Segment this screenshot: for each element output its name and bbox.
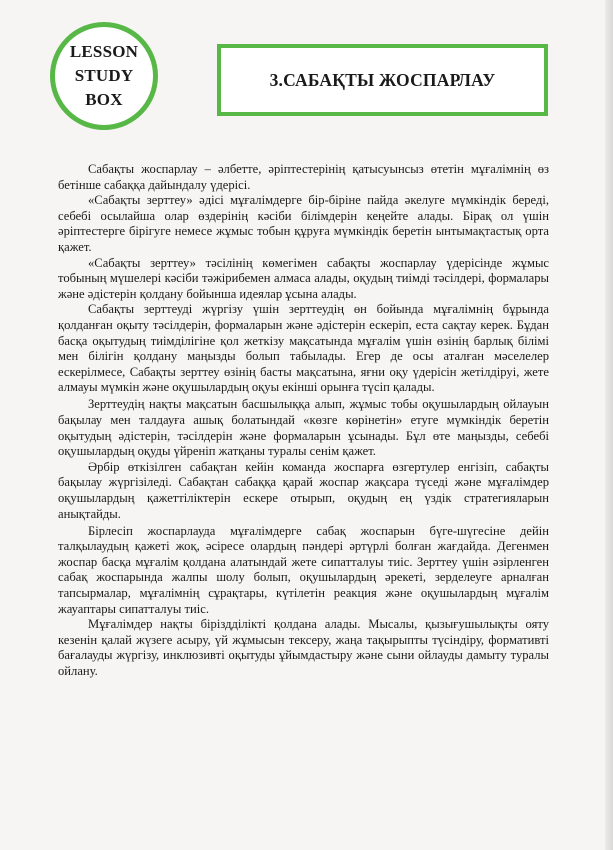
paragraph-6: Әрбір өткізілген сабақтан кейін команда жоспарға өзгертулер енгізіп, сабақты бақылау жүргізіледі. Сабақтан сабаққа қарай жоспар жақсара түседі және мұғалімдер оқушылардың қажеттіліктерін ескере отырып, оқудың ең үздік стратегияларын анықтайды. bbox=[58, 459, 549, 521]
body-text bbox=[58, 162, 549, 680]
badge-line-2: STUDY bbox=[74, 66, 134, 85]
badge-line-1: LESSON bbox=[69, 42, 139, 61]
section-title: 3.САБАҚТЫ ЖОСПАРЛАУ bbox=[269, 69, 496, 90]
section-title-box bbox=[217, 44, 548, 116]
paragraph-7: Бірлесіп жоспарлауда мұғалімдерге сабақ жоспарын бүге-шүгесіне дейін талқылаудың қажеті жоқ, әсіресе олардың пәндері әртүрлі болған жағдайда. Дегенмен жоспар басқа мұғалім қолдана алатындай жете сипатталуы тиіс. Зерттеу үшін әзірленген сабақ жоспарында жалпы шолу болып, оқушылардың әрекеті, зерделеуге арналған тапсырмалар, мұғалімнің сұрақтары, күтілетін реакция және оқушылардың мұғалім жауаптары сипатталуы тиіс. bbox=[58, 523, 549, 616]
paragraph-4: Сабақты зерттеуді жүргізу үшін зерттеудің өн бойында мұғалімнің бұрында қолданған оқыту тәсілдерін, формаларын және әдістерін ескеріп, еста сақтау керек. Бұдан басқа оқытудың тиімділігіне қол жеткізу мақсатында мұғалім үшін өзінің барлық білімі мен білігін қолдану маңызды болып табылады. Егер де осы аталған мәселелер ескерілмесе, Сабақты зерттеу өзінің басты мақсатына, яғни оқу үдерісін жетілдіруі, жете алмауы мүмкін және оқушылардың оқуы екінші орынға түсіп қалады. bbox=[58, 302, 549, 395]
paragraph-5: Зерттеудің нақты мақсатын басшылыққа алып, жұмыс тобы оқушылардың ойлауын бақылау мен талдауға ашық болатындай «көзге көрінетін» етуге мүмкіндік беретін оқытудың әдістерін, тәсілдерін және формаларын ұсынады. Бұл өте маңызды, себебі оқушылардың оқуды үйреніп жатқаны туралы сенім қажет. bbox=[58, 397, 549, 459]
paragraph-1: Сабақты жоспарлау – әлбетте, әріптестерінің қатысуынсыз өтетін мұғалімнің өз бетінше сабаққа дайындалу үдерісі. bbox=[58, 162, 549, 192]
page-edge bbox=[605, 0, 613, 850]
paragraph-3: «Сабақты зерттеу» тәсілінің көмегімен сабақты жоспарлау үдерісінде жұмыс тобының мүшелері кәсіби тәжірибемен алмаса алады, оқудың тиімді тәсілдері, формалары және әдістерін қолдану бойынша идеялар ұсына алады. bbox=[58, 255, 549, 301]
lesson-study-box-badge bbox=[50, 22, 158, 130]
badge-line-3: BOX bbox=[85, 90, 123, 109]
paragraph-2: «Сабақты зерттеу» әдісі мұғалімдерге бір-біріне пайда әкелуге мүмкіндік береді, себебі осылайша олар өздерінің кәсіби білімдерін кеңейте алады. Бірақ ол үшін әріптестерге бірігуге немесе жұмыс тобын құруға мүмкіндік беретін ынтымақтастық орта қажет. bbox=[58, 193, 549, 254]
paragraph-8: Мұғалімдер нақты біріздділікті қолдана алады. Мысалы, қызығушылықты ояту кезенін қалай жүзеге асыру, үй жұмысын тексеру, жаңа тақырыпты түсіндіру, формативті бағалауды жүргізу, инклюзивті оқытуды ұйымдастыру және сыни ойлауды дамыту туралы ойлану. bbox=[58, 617, 549, 678]
